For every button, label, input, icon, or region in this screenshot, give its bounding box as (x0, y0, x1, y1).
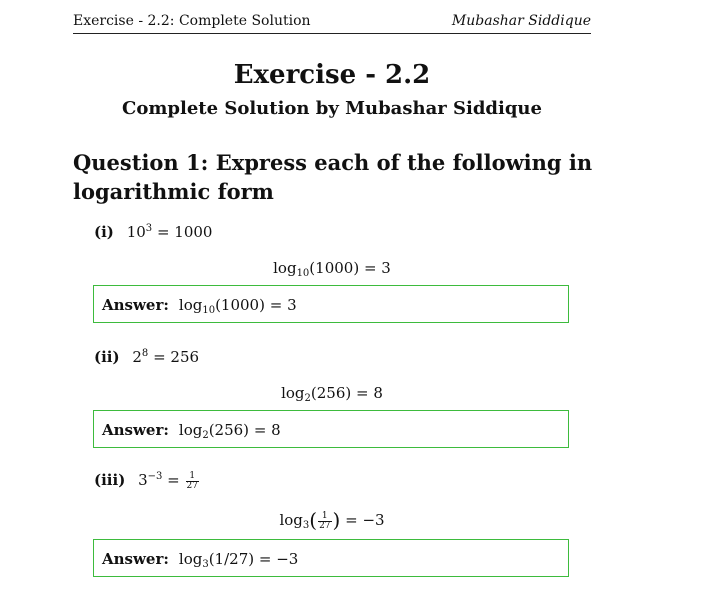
part-iii-answer-box: Answer: $\log_3(1/27) = -3$ (93, 539, 569, 577)
power-base: 10 (126, 223, 146, 241)
fraction (186, 472, 199, 491)
part-iii-statement (94, 471, 200, 491)
answer-log-base: 3 (202, 559, 209, 570)
log-rhs: = 3 (363, 259, 391, 277)
running-header-left: Exercise - 2.2: Complete Solution (73, 13, 311, 29)
part-i-answer-box: Answer: $\log_{10}(1000) = 3$ (93, 285, 569, 323)
page-subtitle: Complete Solution by Mubashar Siddique (122, 98, 542, 119)
answer-log-argument: (256) (208, 421, 250, 439)
fraction-denominator: 27 (186, 480, 198, 491)
part-i-log-form: $\log_{10}(1000) = 3$ (273, 259, 391, 279)
power-base: 2 (132, 348, 142, 366)
part-ii-log-form: $\log_2(256) = 8$ (281, 384, 383, 404)
fraction-numerator: 1 (318, 512, 331, 522)
part-iii-log-form: $\log_3$( $\frac{1}{27}$ ) = −3 (279, 508, 385, 532)
fraction-numerator: 1 (186, 472, 199, 482)
part-i-statement (94, 223, 212, 241)
log-argument: (1000) (309, 259, 360, 277)
power-base: 3 (138, 471, 148, 489)
log-base: 3 (302, 520, 310, 531)
log-argument: (256) (310, 384, 352, 402)
answer-label: Answer: (102, 421, 169, 439)
page-title: Exercise - 2.2 (233, 60, 431, 90)
answer-rhs: = −3 (258, 550, 299, 568)
part-ii-answer-box: Answer: $\log_2(256) = 8$ (93, 410, 569, 448)
log-rhs: = 8 (356, 384, 383, 402)
answer-log-base: 2 (202, 430, 209, 441)
running-header-right: Mubashar Siddique (451, 13, 591, 29)
header-rule (73, 33, 591, 34)
power-rhs: = 256 (153, 348, 200, 366)
power-rhs: = 1000 (156, 223, 213, 241)
power-rhs: = (167, 471, 180, 489)
answer-rhs: = 3 (269, 296, 297, 314)
answer-log-base: 10 (202, 305, 216, 316)
log-argument-fraction (318, 512, 331, 531)
question-label: Question 1: (73, 150, 209, 175)
part-ii-statement (94, 348, 199, 366)
answer-log-argument: (1000) (215, 296, 265, 314)
answer-label: Answer: (102, 550, 169, 568)
log-rhs: = −3 (345, 511, 385, 529)
power-exponent: −3 (147, 471, 163, 482)
question-text: Express each of the following in logarithmic form (73, 150, 593, 204)
log-base: 2 (304, 393, 311, 404)
question-heading (73, 148, 593, 206)
answer-label: Answer: (102, 296, 169, 314)
part-label: (i) (94, 223, 114, 241)
answer-rhs: = 8 (253, 421, 281, 439)
answer-log-argument: (1/27) (208, 550, 255, 568)
part-label: (iii) (94, 471, 126, 489)
power-exponent: 3 (145, 223, 153, 234)
log-base: 10 (296, 268, 310, 279)
power-exponent: 8 (141, 348, 149, 359)
fraction-denominator: 27 (319, 520, 331, 531)
part-label: (ii) (94, 348, 120, 366)
